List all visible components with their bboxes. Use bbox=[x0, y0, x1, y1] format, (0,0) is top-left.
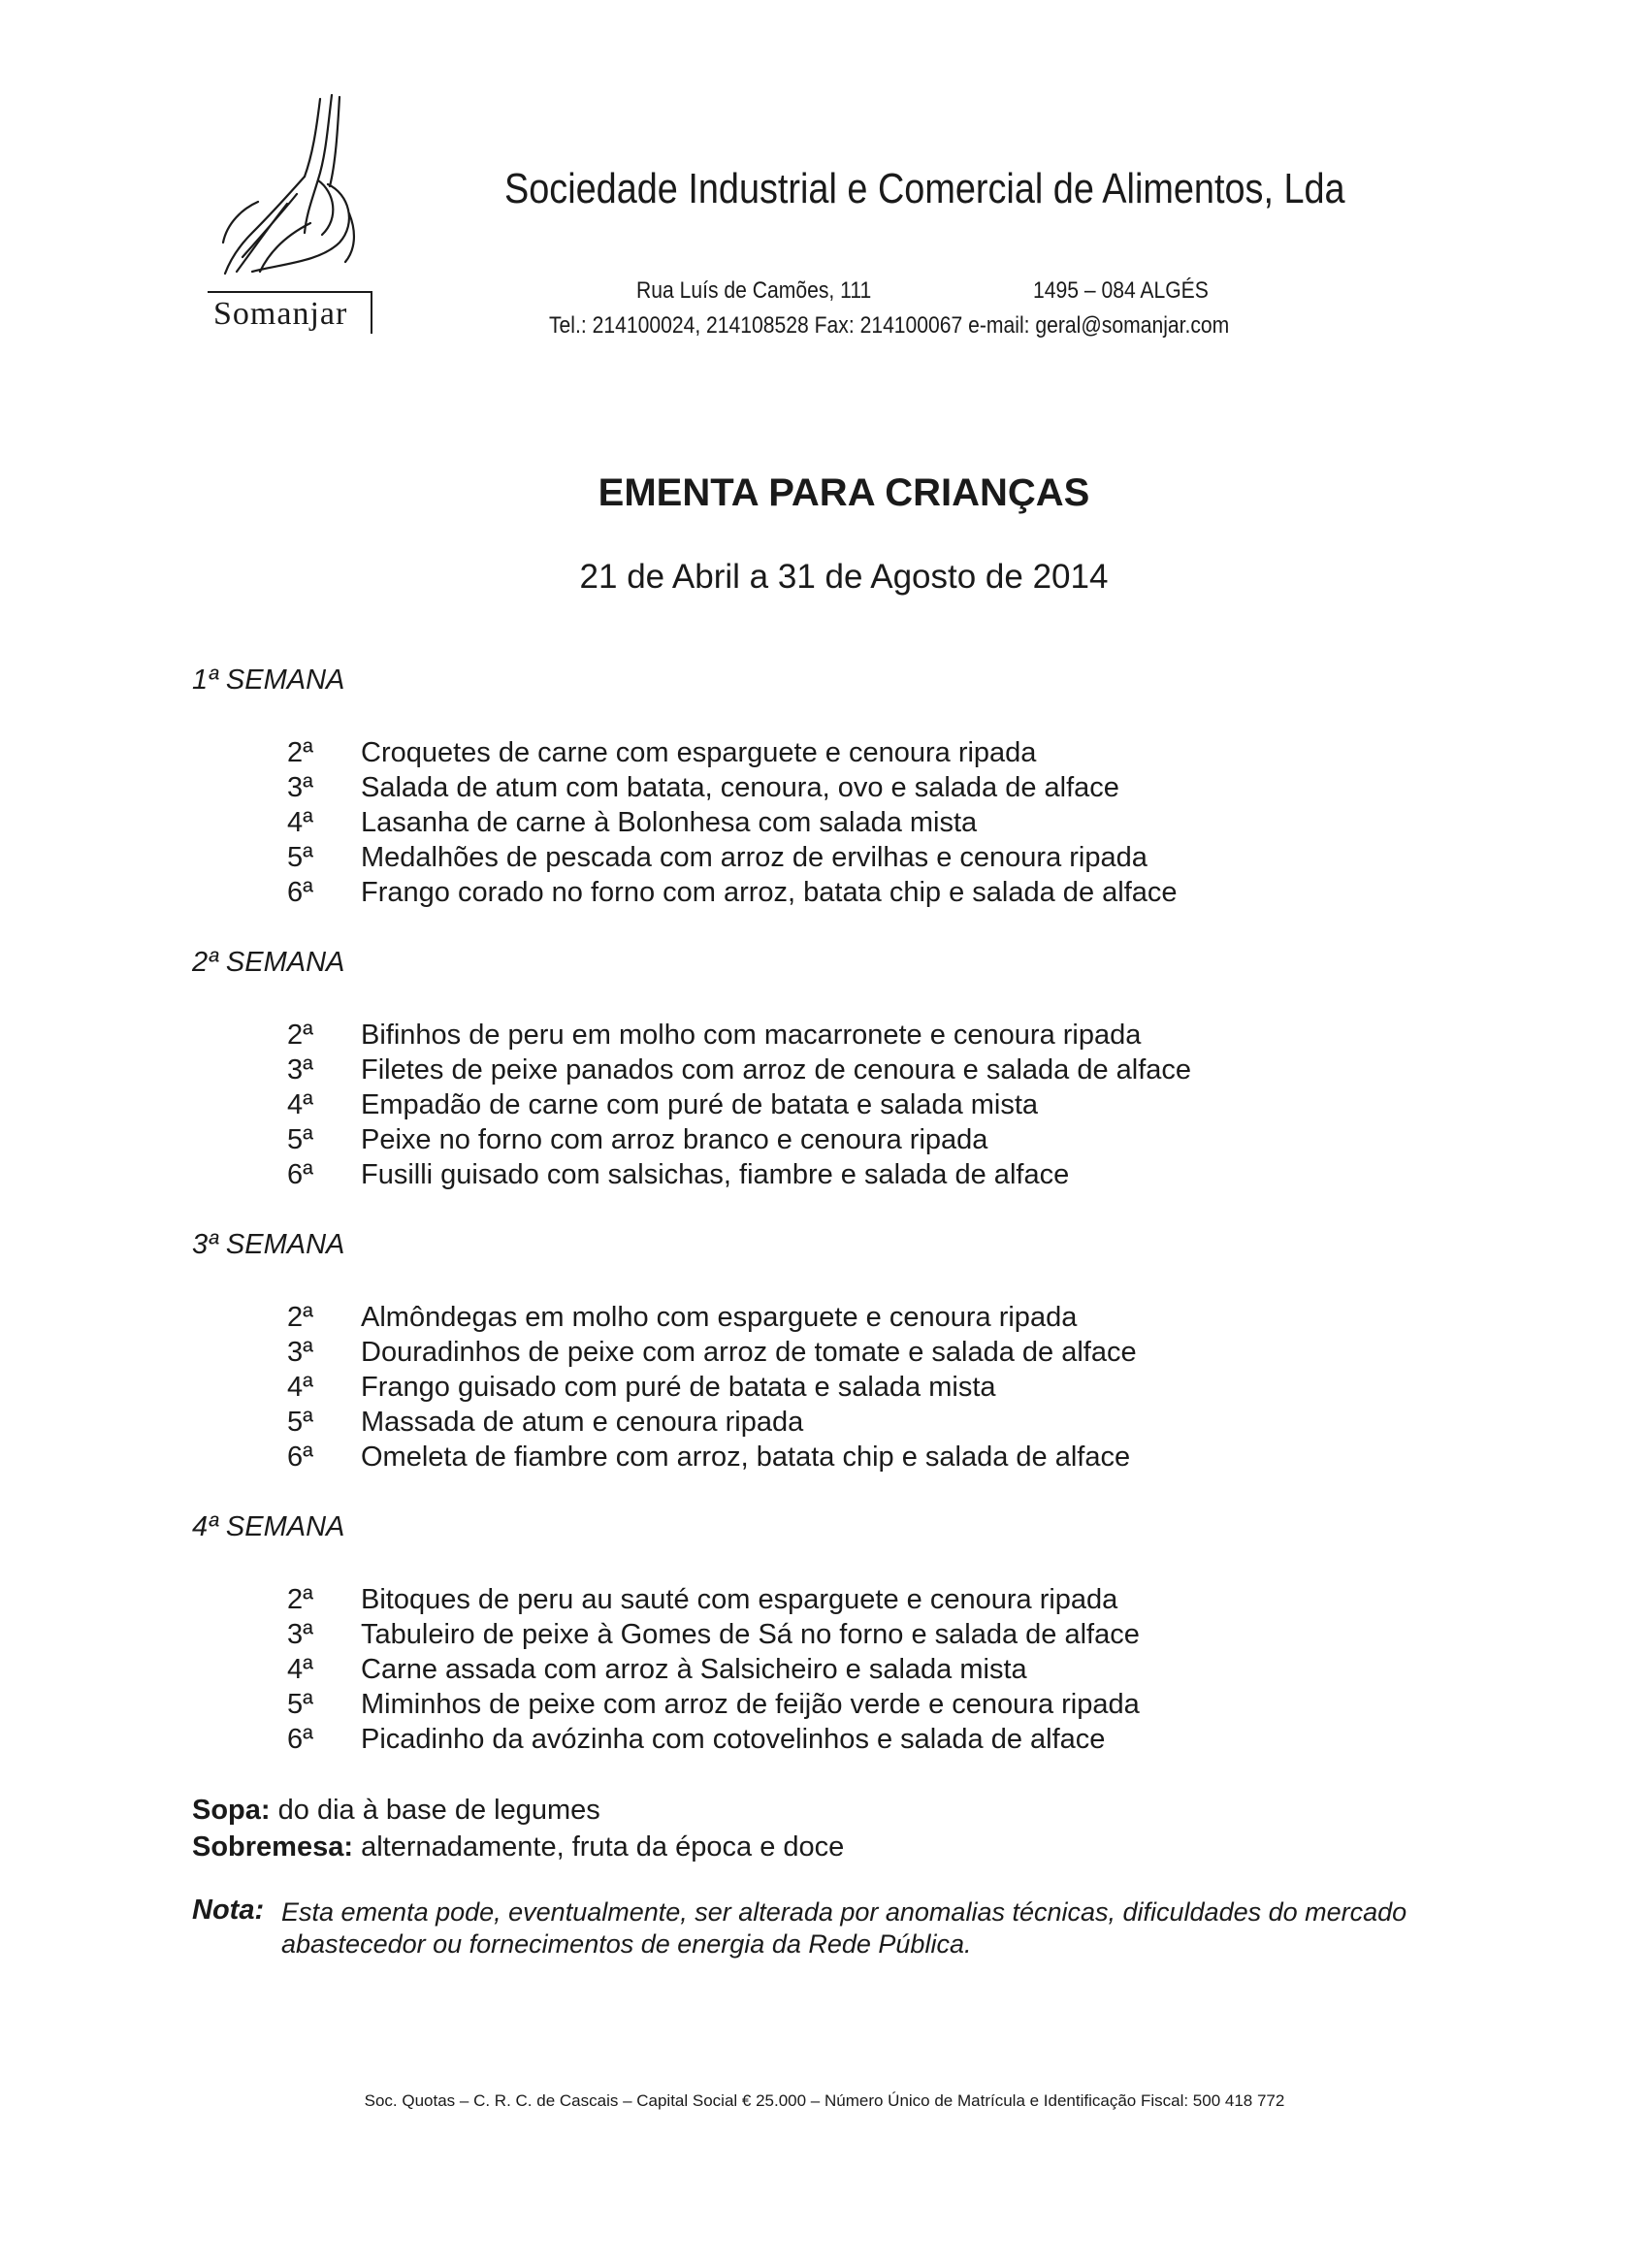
dish-name: Picadinho da avózinha com cotovelinhos e salada de alface bbox=[361, 1724, 1106, 1755]
menu-row bbox=[287, 1724, 1140, 1759]
menu-row bbox=[287, 1654, 1140, 1689]
dish-name: Medalhões de pescada com arroz de ervilhas e cenoura ripada bbox=[361, 842, 1148, 873]
day-number: 4ª bbox=[287, 807, 313, 838]
hand-fork-icon bbox=[204, 87, 378, 296]
week-3-menu bbox=[287, 1302, 1137, 1476]
week-1-menu bbox=[287, 737, 1178, 912]
menu-row bbox=[287, 1124, 1191, 1159]
dish-name: Empadão de carne com puré de batata e salada mista bbox=[361, 1089, 1039, 1120]
day-number: 6ª bbox=[287, 1724, 313, 1755]
menu-row bbox=[287, 1054, 1191, 1089]
menu-row bbox=[287, 807, 1178, 842]
day-number: 2ª bbox=[287, 1020, 313, 1051]
menu-row bbox=[287, 1689, 1140, 1724]
menu-row bbox=[287, 1619, 1140, 1654]
soup-text: do dia à base de legumes bbox=[277, 1795, 600, 1826]
menu-row bbox=[287, 877, 1178, 912]
menu-row bbox=[287, 842, 1178, 877]
company-logo bbox=[204, 87, 378, 344]
date-range: 21 de Abril a 31 de Agosto de 2014 bbox=[579, 558, 1109, 596]
dessert-note bbox=[192, 1831, 844, 1863]
dish-name: Bitoques de peru au sauté com esparguete e cenoura ripada bbox=[361, 1584, 1118, 1615]
day-number: 4ª bbox=[287, 1372, 313, 1403]
nota-text: Esta ementa pode, eventualmente, ser alterada por anomalias técnicas, dificuldades do mercado abastecedor ou fornecimentos de energia da Rede Pública. bbox=[281, 1897, 1407, 1959]
day-number: 6ª bbox=[287, 1159, 313, 1190]
company-address: Rua Luís de Camões, 111 bbox=[636, 277, 872, 304]
day-number: 6ª bbox=[287, 877, 313, 908]
week-2-title: 2ª SEMANA bbox=[192, 947, 345, 978]
soup-label: Sopa: bbox=[192, 1795, 271, 1826]
day-number: 5ª bbox=[287, 1689, 313, 1720]
day-number: 5ª bbox=[287, 842, 313, 873]
page-title: EMENTA PARA CRIANÇAS bbox=[598, 471, 1090, 514]
dessert-label: Sobremesa: bbox=[192, 1831, 354, 1863]
dish-name: Frango corado no forno com arroz, batata chip e salada de alface bbox=[361, 877, 1178, 908]
day-number: 2ª bbox=[287, 1584, 313, 1615]
dessert-text: alternadamente, fruta da época e doce bbox=[361, 1831, 845, 1863]
dish-name: Peixe no forno com arroz branco e cenoura ripada bbox=[361, 1124, 988, 1155]
week-1-title: 1ª SEMANA bbox=[192, 664, 345, 696]
day-number: 4ª bbox=[287, 1654, 313, 1685]
week-4-menu bbox=[287, 1584, 1140, 1759]
menu-row bbox=[287, 1372, 1137, 1407]
menu-row bbox=[287, 1089, 1191, 1124]
company-postcode: 1495 – 084 ALGÉS bbox=[1033, 277, 1209, 304]
day-number: 2ª bbox=[287, 1302, 313, 1333]
company-contacts: Tel.: 214100024, 214108528 Fax: 214100067 e-mail: geral@somanjar.com bbox=[549, 312, 1230, 339]
dish-name: Massada de atum e cenoura ripada bbox=[361, 1407, 804, 1438]
legal-footer: Soc. Quotas – C. R. C. de Cascais – Capital Social € 25.000 – Número Único de Matrícula e Identificação Fiscal: 500 418 772 bbox=[364, 2091, 1285, 2110]
day-number: 3ª bbox=[287, 1337, 313, 1368]
menu-row bbox=[287, 1407, 1137, 1442]
week-3-title: 3ª SEMANA bbox=[192, 1229, 345, 1260]
dish-name: Salada de atum com batata, cenoura, ovo e salada de alface bbox=[361, 772, 1119, 803]
dish-name: Croquetes de carne com esparguete e cenoura ripada bbox=[361, 737, 1037, 768]
dish-name: Almôndegas em molho com esparguete e cenoura ripada bbox=[361, 1302, 1078, 1333]
dish-name: Lasanha de carne à Bolonhesa com salada mista bbox=[361, 807, 978, 838]
menu-row bbox=[287, 1442, 1137, 1476]
dish-name: Filetes de peixe panados com arroz de cenoura e salada de alface bbox=[361, 1054, 1192, 1085]
menu-row bbox=[287, 1159, 1191, 1194]
dish-name: Omeleta de fiambre com arroz, batata chip e salada de alface bbox=[361, 1442, 1131, 1473]
day-number: 5ª bbox=[287, 1124, 313, 1155]
menu-row bbox=[287, 772, 1178, 807]
company-name: Sociedade Industrial e Comercial de Alimentos, Lda bbox=[504, 165, 1345, 212]
day-number: 3ª bbox=[287, 1054, 313, 1085]
dish-name: Frango guisado com puré de batata e salada mista bbox=[361, 1372, 996, 1403]
day-number: 3ª bbox=[287, 772, 313, 803]
dish-name: Carne assada com arroz à Salsicheiro e salada mista bbox=[361, 1654, 1027, 1685]
menu-row bbox=[287, 1584, 1140, 1619]
dish-name: Miminhos de peixe com arroz de feijão verde e cenoura ripada bbox=[361, 1689, 1140, 1720]
dish-name: Bifinhos de peru em molho com macarronete e cenoura ripada bbox=[361, 1020, 1142, 1051]
dish-name: Tabuleiro de peixe à Gomes de Sá no forno e salada de alface bbox=[361, 1619, 1140, 1650]
day-number: 3ª bbox=[287, 1619, 313, 1650]
dish-name: Douradinhos de peixe com arroz de tomate e salada de alface bbox=[361, 1337, 1137, 1368]
menu-row bbox=[287, 737, 1178, 772]
week-4-title: 4ª SEMANA bbox=[192, 1511, 345, 1542]
day-number: 6ª bbox=[287, 1442, 313, 1473]
day-number: 2ª bbox=[287, 737, 313, 768]
day-number: 4ª bbox=[287, 1089, 313, 1120]
soup-note bbox=[192, 1795, 600, 1827]
week-2-menu bbox=[287, 1020, 1191, 1194]
day-number: 5ª bbox=[287, 1407, 313, 1438]
nota-label: Nota: bbox=[192, 1895, 265, 1926]
dish-name: Fusilli guisado com salsichas, fiambre e salada de alface bbox=[361, 1159, 1070, 1190]
menu-row bbox=[287, 1337, 1137, 1372]
logo-wordmark: Somanjar bbox=[208, 291, 372, 334]
menu-row bbox=[287, 1020, 1191, 1054]
menu-row bbox=[287, 1302, 1137, 1337]
